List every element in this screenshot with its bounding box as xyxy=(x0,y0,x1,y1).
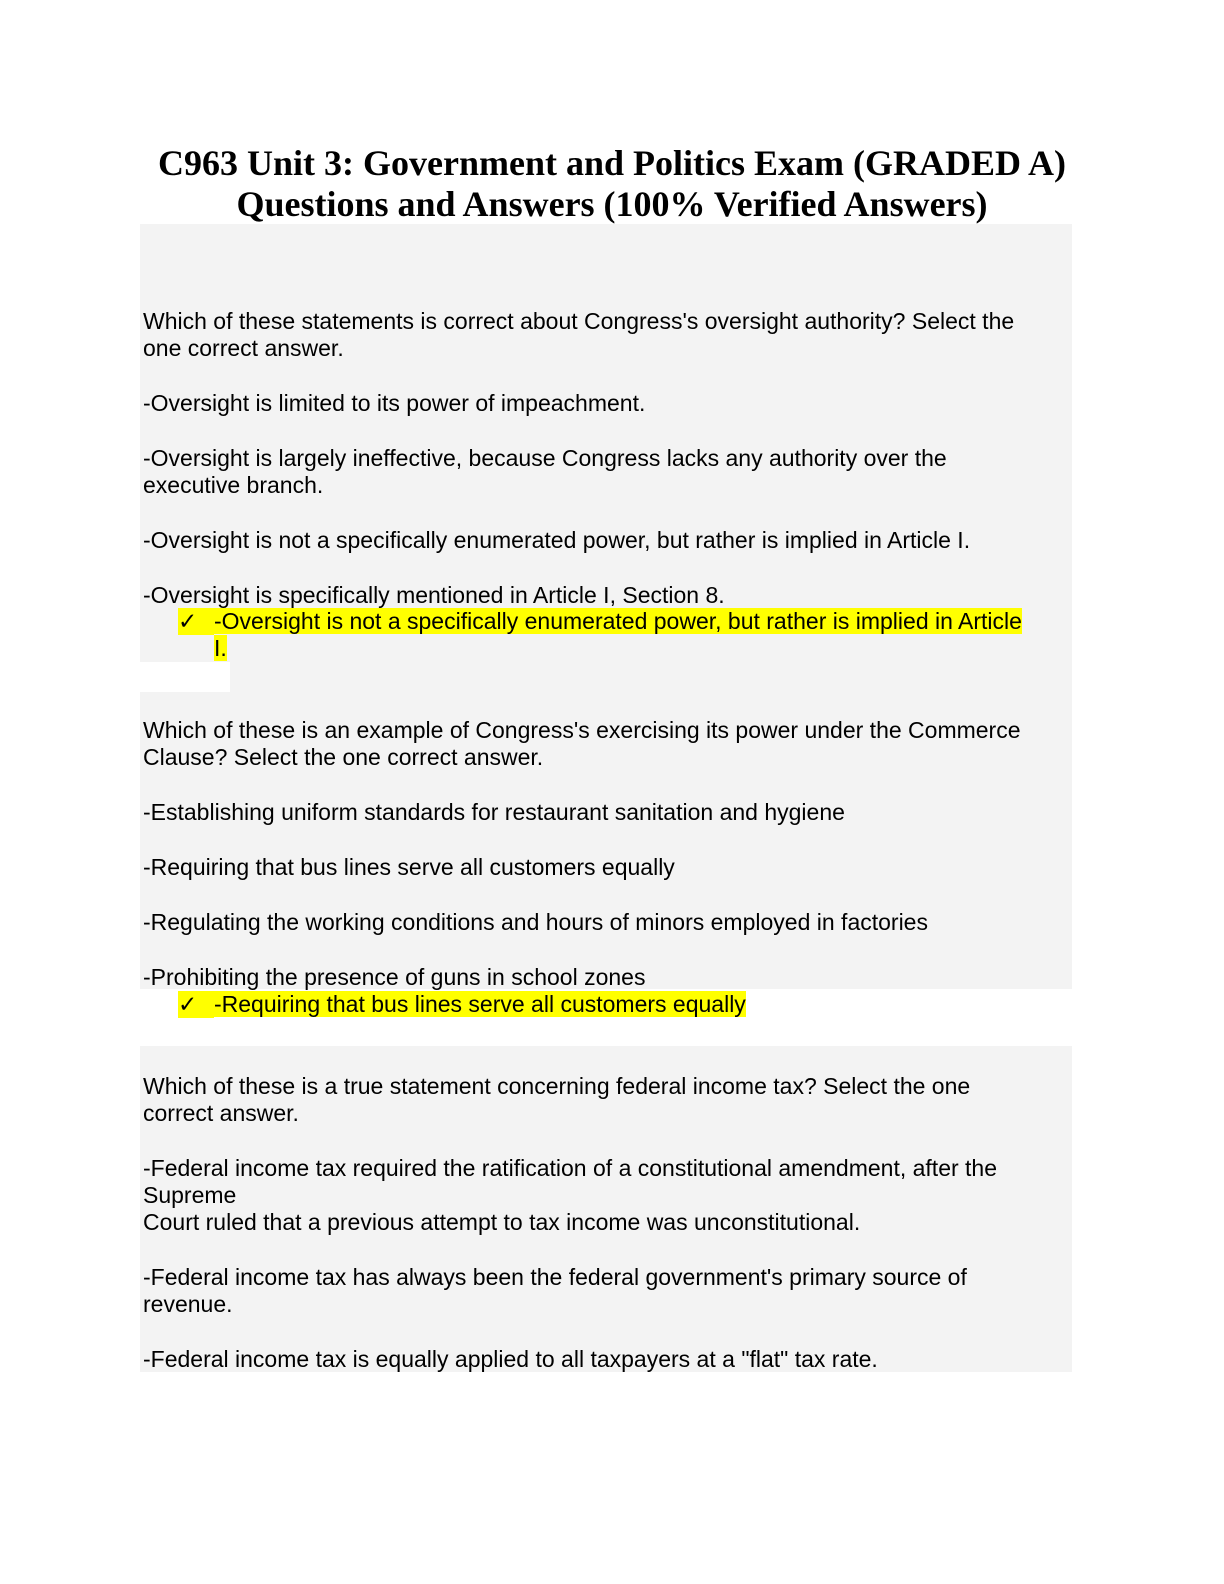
question-text xyxy=(143,308,1072,362)
question-text xyxy=(143,717,1072,771)
answer-line: -Requiring that bus lines serve all customers equally xyxy=(214,991,746,1017)
option-line: -Federal income tax has always been the federal government's primary source of xyxy=(143,1264,967,1290)
option-line: -Federal income tax required the ratification of a constitutional amendment, after the xyxy=(143,1155,998,1181)
option-line: -Establishing uniform standards for restaurant sanitation and hygiene xyxy=(143,799,845,825)
checkmark-icon: ✓ xyxy=(178,608,214,635)
option-line: -Oversight is largely ineffective, because Congress lacks any authority over the xyxy=(143,445,947,471)
option-line: -Oversight is not a specifically enumerated power, but rather is implied in Article I. xyxy=(143,527,971,553)
option-line: Court ruled that a previous attempt to tax income was unconstitutional. xyxy=(143,1209,861,1235)
document-title xyxy=(0,143,1224,225)
question-block xyxy=(140,1046,1072,1372)
option-line: -Regulating the working conditions and hours of minors employed in factories xyxy=(143,909,928,935)
question-text xyxy=(143,1073,1072,1127)
question-line: Which of these statements is correct about Congress's oversight authority? Select the xyxy=(143,308,1015,334)
question-line: correct answer. xyxy=(143,1100,299,1126)
option-line: executive branch. xyxy=(143,472,324,498)
option-line: -Prohibiting the presence of guns in school zones xyxy=(143,964,646,990)
option-line: revenue. xyxy=(143,1291,233,1317)
checkmark-icon: ✓ xyxy=(178,991,214,1018)
question-block-tail xyxy=(230,662,1072,692)
option-line: -Oversight is specifically mentioned in Article I, Section 8. xyxy=(143,582,725,608)
answer-line: I. xyxy=(214,635,227,661)
title-line-1: C963 Unit 3: Government and Politics Exam (GRADED A) xyxy=(158,143,1066,183)
option-line: -Requiring that bus lines serve all customers equally xyxy=(143,854,675,880)
answer-line: -Oversight is not a specifically enumerated power, but rather is implied in Article xyxy=(214,608,1022,634)
question-line: one correct answer. xyxy=(143,335,344,361)
question-block xyxy=(140,224,1072,662)
option-line: Supreme xyxy=(143,1182,237,1208)
question-line: Which of these is an example of Congress's exercising its power under the Commerce xyxy=(143,717,1021,743)
question-line: Which of these is a true statement concerning federal income tax? Select the one xyxy=(143,1073,971,1099)
title-line-2: Questions and Answers (100% Verified Answers) xyxy=(236,184,988,224)
option-line: -Federal income tax is equally applied to all taxpayers at a "flat" tax rate. xyxy=(143,1346,878,1372)
question-block xyxy=(140,692,1072,989)
option-line: -Oversight is limited to its power of impeachment. xyxy=(143,390,646,416)
question-line: Clause? Select the one correct answer. xyxy=(143,744,544,770)
